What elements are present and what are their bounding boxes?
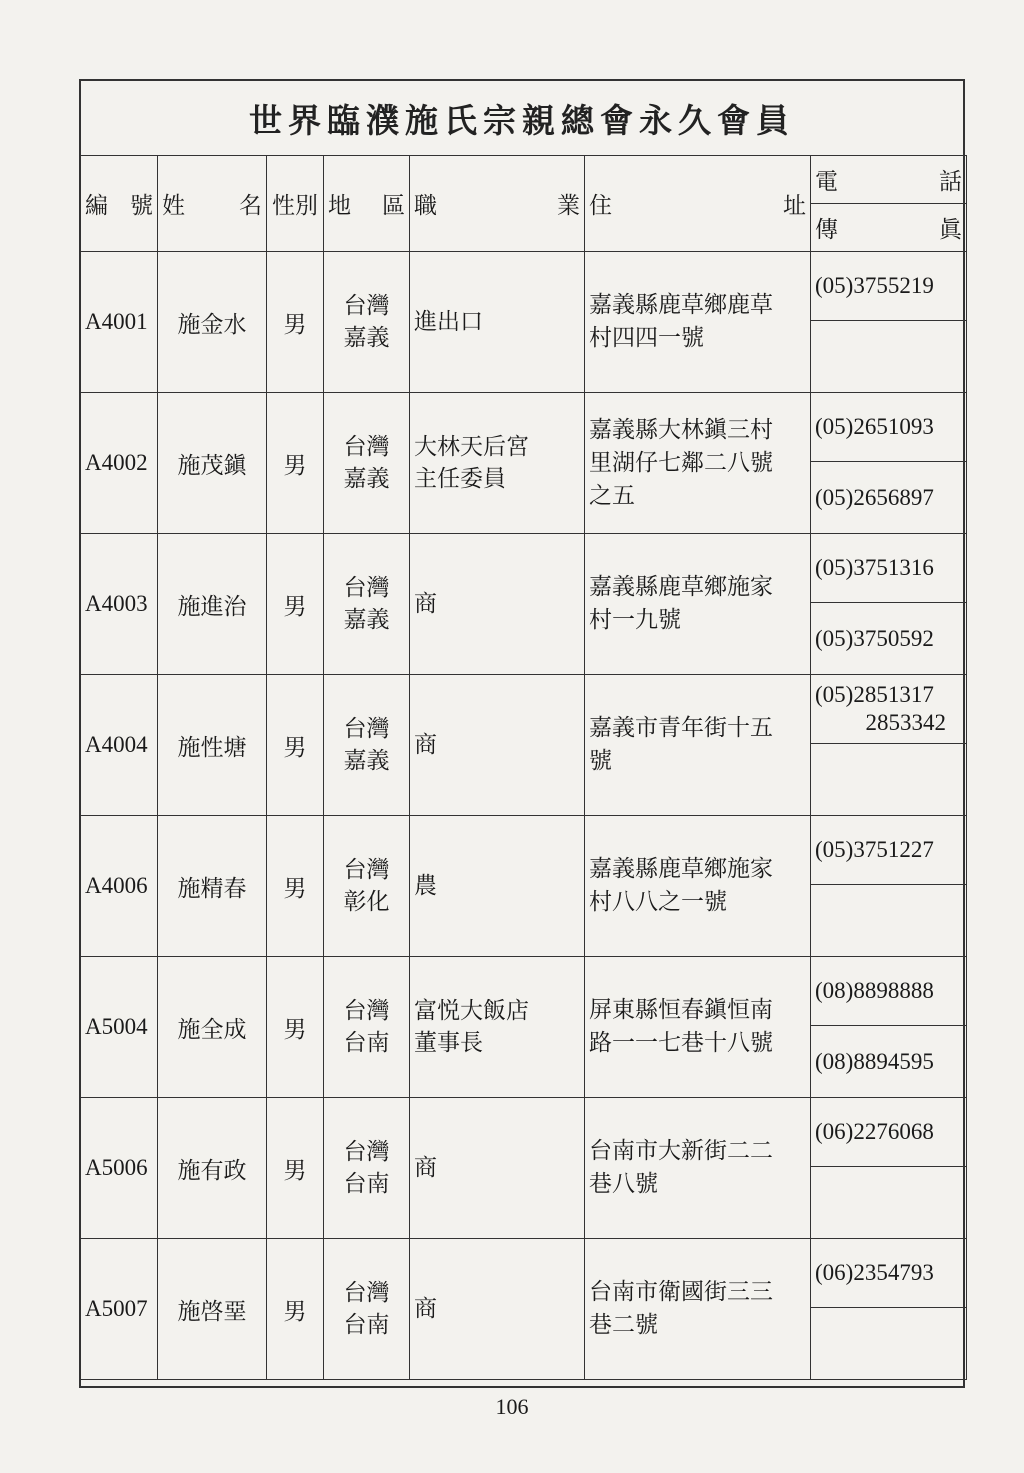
member-occupation: 大林天后宮 主任委員 (410, 393, 585, 534)
member-phone: (05)3751227 (811, 816, 967, 885)
member-fax (811, 885, 967, 957)
member-name: 施全成 (158, 957, 267, 1098)
member-phone: (06)2276068 (811, 1098, 967, 1167)
member-id: A5004 (81, 957, 158, 1098)
member-phone: (05)3751316 (811, 534, 967, 603)
member-phone: (05)2851317 2853342 (811, 675, 967, 744)
member-occupation: 富悦大飯店 董事長 (410, 957, 585, 1098)
member-address: 嘉義縣鹿草鄉施家 村八八之一號 (585, 816, 811, 957)
member-gender: 男 (267, 957, 324, 1098)
member-gender: 男 (267, 393, 324, 534)
member-gender: 男 (267, 252, 324, 393)
member-occupation: 商 (410, 675, 585, 816)
member-name: 施金水 (158, 252, 267, 393)
member-fax (811, 1167, 967, 1239)
member-gender: 男 (267, 534, 324, 675)
member-occupation: 進出口 (410, 252, 585, 393)
member-address: 嘉義縣鹿草鄉施家 村一九號 (585, 534, 811, 675)
member-phone: (05)3755219 (811, 252, 967, 321)
member-occupation: 農 (410, 816, 585, 957)
table-row (81, 675, 967, 744)
member-fax: (05)2656897 (811, 462, 967, 534)
member-region: 台灣 台南 (324, 1239, 410, 1380)
member-id: A5007 (81, 1239, 158, 1380)
table-row (81, 534, 967, 603)
member-address: 嘉義市青年街十五 號 (585, 675, 811, 816)
member-address: 嘉義縣大林鎭三村 里湖仔七鄰二八號 之五 (585, 393, 811, 534)
member-name: 施茂鎭 (158, 393, 267, 534)
member-fax (811, 744, 967, 816)
member-address: 台南市大新街二二 巷八號 (585, 1098, 811, 1239)
member-table (80, 155, 967, 1380)
member-fax: (05)3750592 (811, 603, 967, 675)
member-phone: (05)2651093 (811, 393, 967, 462)
header-id: 編 號 (81, 156, 158, 252)
member-region: 台灣 嘉義 (324, 675, 410, 816)
member-phone: (06)2354793 (811, 1239, 967, 1308)
member-occupation: 商 (410, 534, 585, 675)
member-region: 台灣 彰化 (324, 816, 410, 957)
header-address: 住 址 (585, 156, 811, 252)
member-address: 嘉義縣鹿草鄉鹿草 村四四一號 (585, 252, 811, 393)
header-name: 姓 名 (158, 156, 267, 252)
member-name: 施精春 (158, 816, 267, 957)
member-region: 台灣 台南 (324, 957, 410, 1098)
table-row (81, 393, 967, 462)
member-region: 台灣 嘉義 (324, 252, 410, 393)
header-row-top (81, 156, 967, 204)
member-id: A4004 (81, 675, 158, 816)
table-row (81, 816, 967, 885)
member-region: 台灣 台南 (324, 1098, 410, 1239)
header-phone: 電 話 (811, 156, 967, 204)
member-id: A4001 (81, 252, 158, 393)
member-fax: (08)8894595 (811, 1026, 967, 1098)
member-id: A4002 (81, 393, 158, 534)
member-fax (811, 321, 967, 393)
page-title: 世界臨濮施氏宗親總會永久會員 (249, 100, 795, 140)
table-row (81, 1239, 967, 1308)
page-number: 106 (495, 1394, 529, 1419)
table-row (81, 252, 967, 321)
member-gender: 男 (267, 1098, 324, 1239)
member-address: 屏東縣恒春鎭恒南 路一一七巷十八號 (585, 957, 811, 1098)
member-name: 施進治 (158, 534, 267, 675)
member-id: A4003 (81, 534, 158, 675)
member-id: A4006 (81, 816, 158, 957)
member-region: 台灣 嘉義 (324, 534, 410, 675)
member-fax (811, 1308, 967, 1380)
member-roster-sheet (79, 79, 965, 1388)
member-name: 施有政 (158, 1098, 267, 1239)
member-occupation: 商 (410, 1239, 585, 1380)
member-id: A5006 (81, 1098, 158, 1239)
member-name: 施性塘 (158, 675, 267, 816)
header-fax: 傳 眞 (811, 204, 967, 252)
table-row (81, 957, 967, 1026)
member-gender: 男 (267, 675, 324, 816)
header-gender: 性別 (267, 156, 324, 252)
member-name: 施啓堊 (158, 1239, 267, 1380)
member-gender: 男 (267, 1239, 324, 1380)
header-region: 地 區 (324, 156, 410, 252)
member-phone: (08)8898888 (811, 957, 967, 1026)
member-address: 台南市衛國街三三 巷二號 (585, 1239, 811, 1380)
table-row (81, 1098, 967, 1167)
header-occupation: 職 業 (410, 156, 585, 252)
member-occupation: 商 (410, 1098, 585, 1239)
member-region: 台灣 嘉義 (324, 393, 410, 534)
member-gender: 男 (267, 816, 324, 957)
